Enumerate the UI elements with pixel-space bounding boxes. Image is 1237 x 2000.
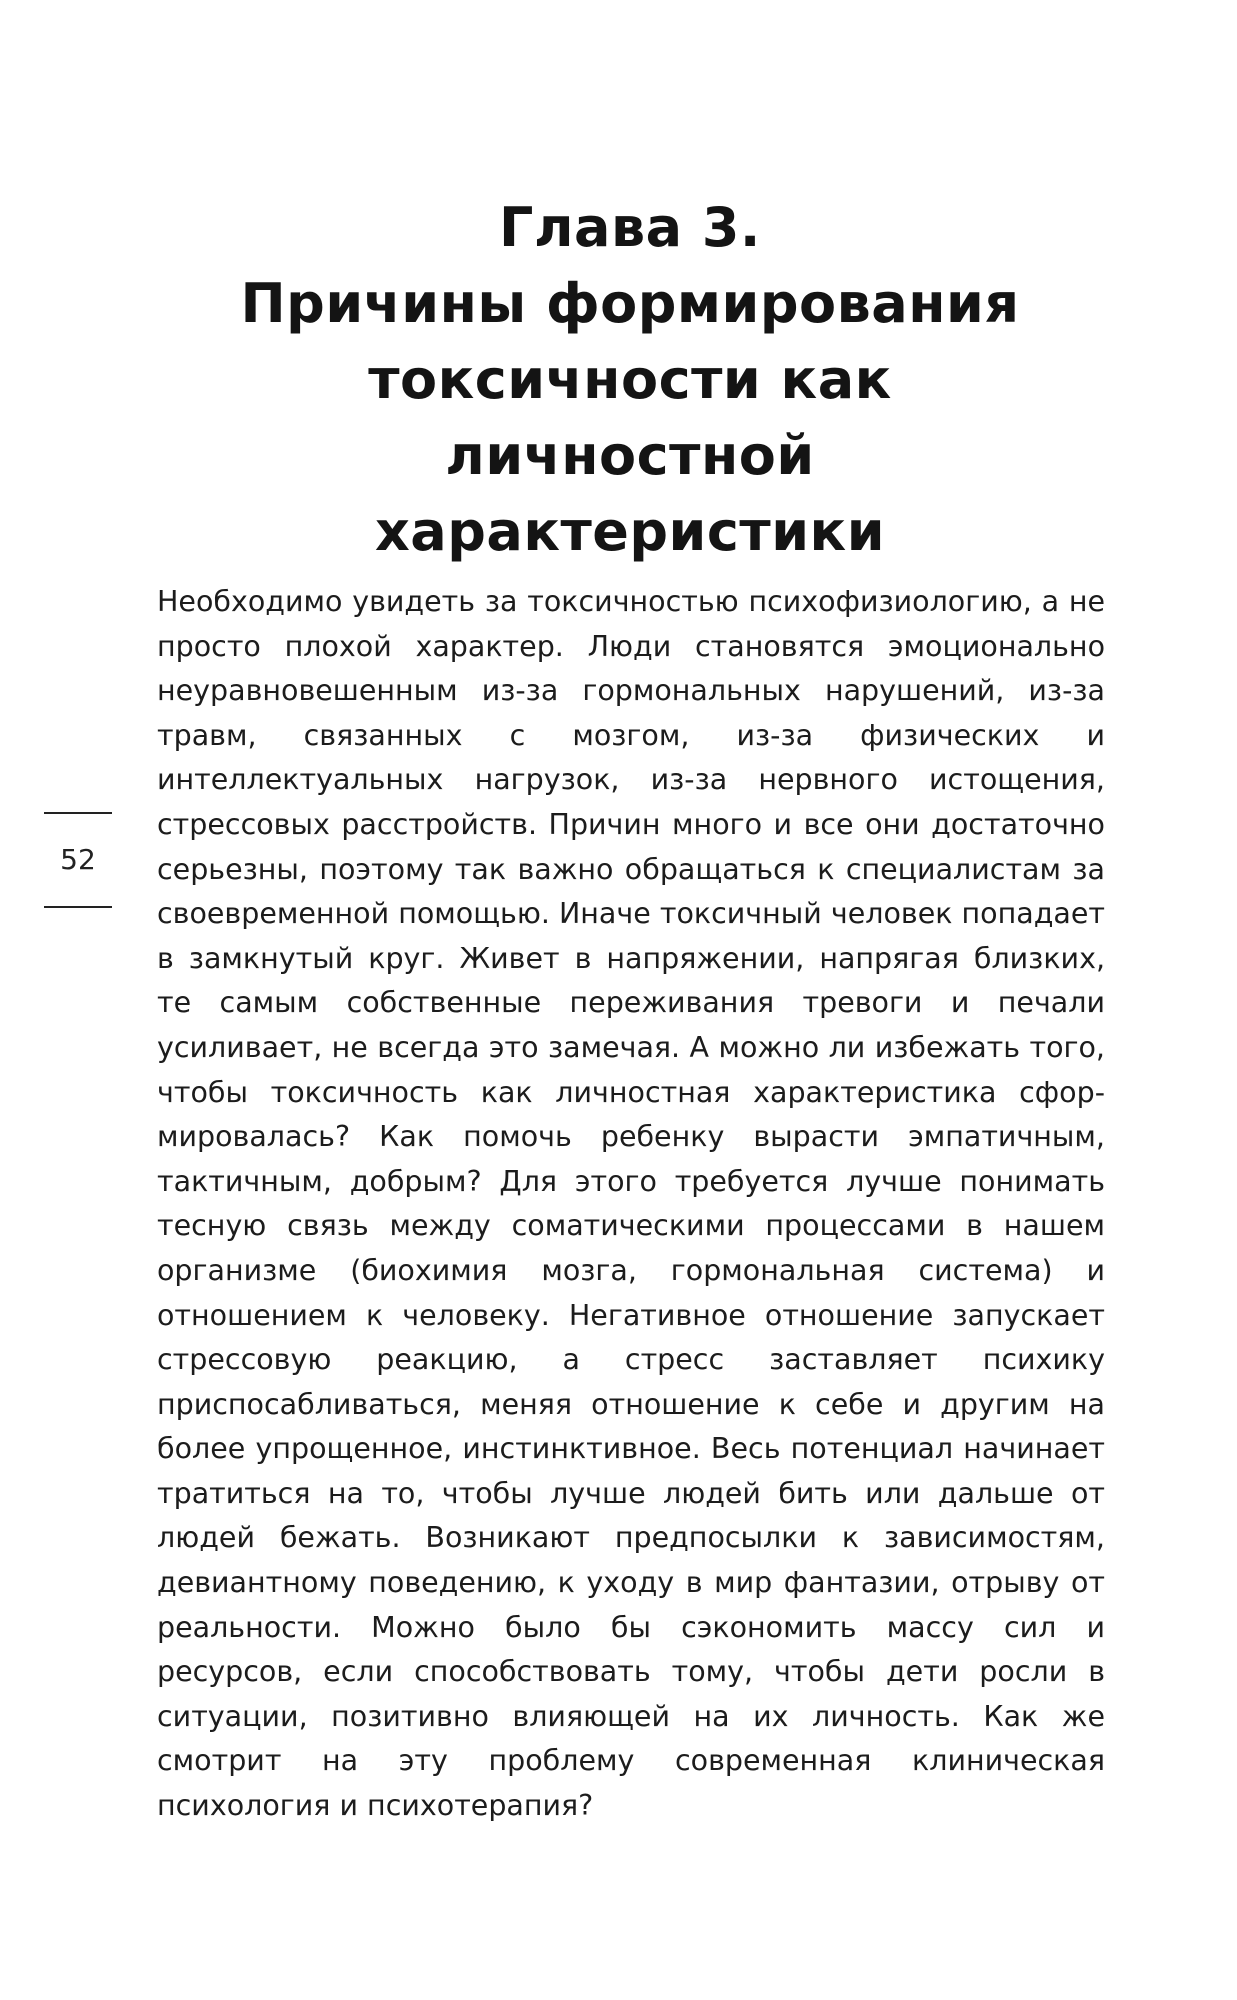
chapter-title-line-1: Глава 3. <box>499 196 761 259</box>
chapter-title <box>190 190 1070 570</box>
chapter-title-line-4: характеристики <box>374 500 886 563</box>
page-number-bottom-rule <box>44 906 112 908</box>
page-number: 52 <box>60 843 96 876</box>
body-paragraph: Необходимо увидеть за токсичностью психофизиологию, а не просто плохой характер. Люди становятся эмоционально неуравновешенным из-за гормональных нарушений, из-за травм, связанных с мозгом, из-за физических и интеллектуальных нагрузок, из-за нервного истощения, стрессовых расстройств. Причин много и все они достаточно серьезны, поэтому так важно обращаться к специалистам за своевременной помощью. Иначе токсичный человек попадает в замкнутый круг. Живет в напряжении, напрягая близких, те самым собственные переживания тревоги и печали усиливает, не всегда это замечая. А можно ли избежать того, чтобы токсичность как личностная характеристика сформировалась? Как помочь ребенку вырасти эмпатичным, тактичным, добрым? Для этого требуется лучше понимать тесную связь между соматическими процессами в нашем организме (биохимия мозга, гормональная система) и отношением к человеку. Негативное отношение запускает стрессовую реакцию, а стресс заставляет психику приспосабливаться, меняя отношение к себе и другим на более упрощенное, инстинктивное. Весь потенциал начинает тратиться на то, чтобы лучше людей бить или дальше от людей бежать. Возникают предпосылки к зависимостям, девиантному поведению, к уходу в мир фантазии, отрыву от реальности. Можно было бы сэкономить массу сил и ресурсов, если способствовать тому, чтобы дети росли в ситуации, позитивно влияющей на их личность. Как же смотрит на эту проблему современная клиническая психология и психотерапия? <box>157 585 1105 1823</box>
chapter-title-line-2: Причины формирования <box>240 272 1020 335</box>
chapter-title-line-3: токсичности как личностной <box>368 348 892 487</box>
page-number-top-rule <box>44 812 112 814</box>
page-number-marker <box>44 812 112 908</box>
